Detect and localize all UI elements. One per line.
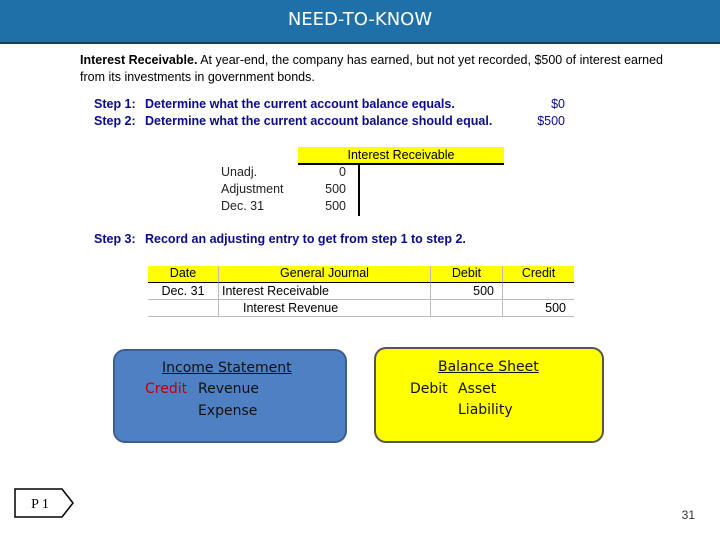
t-account-divider: [358, 164, 360, 216]
step3-label: Step 3:: [94, 232, 136, 246]
general-journal-table: [148, 266, 574, 316]
t-account: [218, 147, 504, 217]
t-row-value: 0: [339, 165, 346, 179]
t-row-label: Dec. 31: [221, 199, 265, 213]
journal-cell-credit: [502, 283, 574, 300]
learning-objective-label: P 1: [31, 497, 49, 512]
t-account-title: Interest Receivable: [298, 147, 504, 165]
journal-header-date: Date: [148, 266, 218, 283]
income-statement-title: Income Statement: [162, 360, 292, 376]
journal-header-description: General Journal: [218, 266, 430, 283]
learning-objective-tag: [14, 488, 74, 518]
t-row-label: Adjustment: [221, 182, 284, 196]
step2-label: Step 2:: [94, 114, 136, 128]
journal-cell-description: Interest Revenue: [218, 300, 430, 317]
journal-cell-description: Interest Receivable: [218, 283, 430, 300]
journal-cell-debit: [430, 300, 502, 317]
intro-paragraph: [80, 52, 670, 86]
journal-cell-credit: 500: [502, 300, 574, 317]
journal-header-credit: Credit: [502, 266, 574, 283]
page-number: 31: [681, 508, 695, 522]
balance-sheet-debit-label: Debit: [410, 381, 448, 397]
step2-value: $500: [537, 114, 565, 128]
step2-text: Determine what the current account balance should equal.: [145, 114, 493, 128]
balance-sheet-liability: Liability: [458, 402, 513, 418]
journal-header-debit: Debit: [430, 266, 502, 283]
t-row-label: Unadj.: [221, 165, 258, 179]
journal-cell-date: Dec. 31: [148, 283, 218, 300]
step1-value: $0: [551, 97, 565, 111]
t-row-value: 500: [325, 199, 346, 213]
balance-sheet-title: Balance Sheet: [438, 359, 539, 375]
t-row-value: 500: [325, 182, 346, 196]
journal-cell-date: [148, 300, 218, 317]
intro-lead: Interest Receivable.: [80, 53, 198, 67]
step1-label: Step 1:: [94, 97, 136, 111]
page-title: NEED-TO-KNOW: [287, 9, 433, 30]
balance-sheet-asset: Asset: [458, 381, 497, 397]
step1-text: Determine what the current account balance equals.: [145, 97, 455, 111]
step3-text: Record an adjusting entry to get from step 1 to step 2.: [145, 232, 466, 246]
income-statement-credit-label: Credit: [145, 381, 188, 397]
intro-text: At year-end, the company has earned, but not yet recorded, $500 of interest earned from its investments in government bonds.: [80, 53, 664, 84]
income-statement-expense: Expense: [198, 403, 258, 419]
journal-cell-debit: 500: [430, 283, 502, 300]
income-statement-revenue: Revenue: [198, 381, 259, 397]
